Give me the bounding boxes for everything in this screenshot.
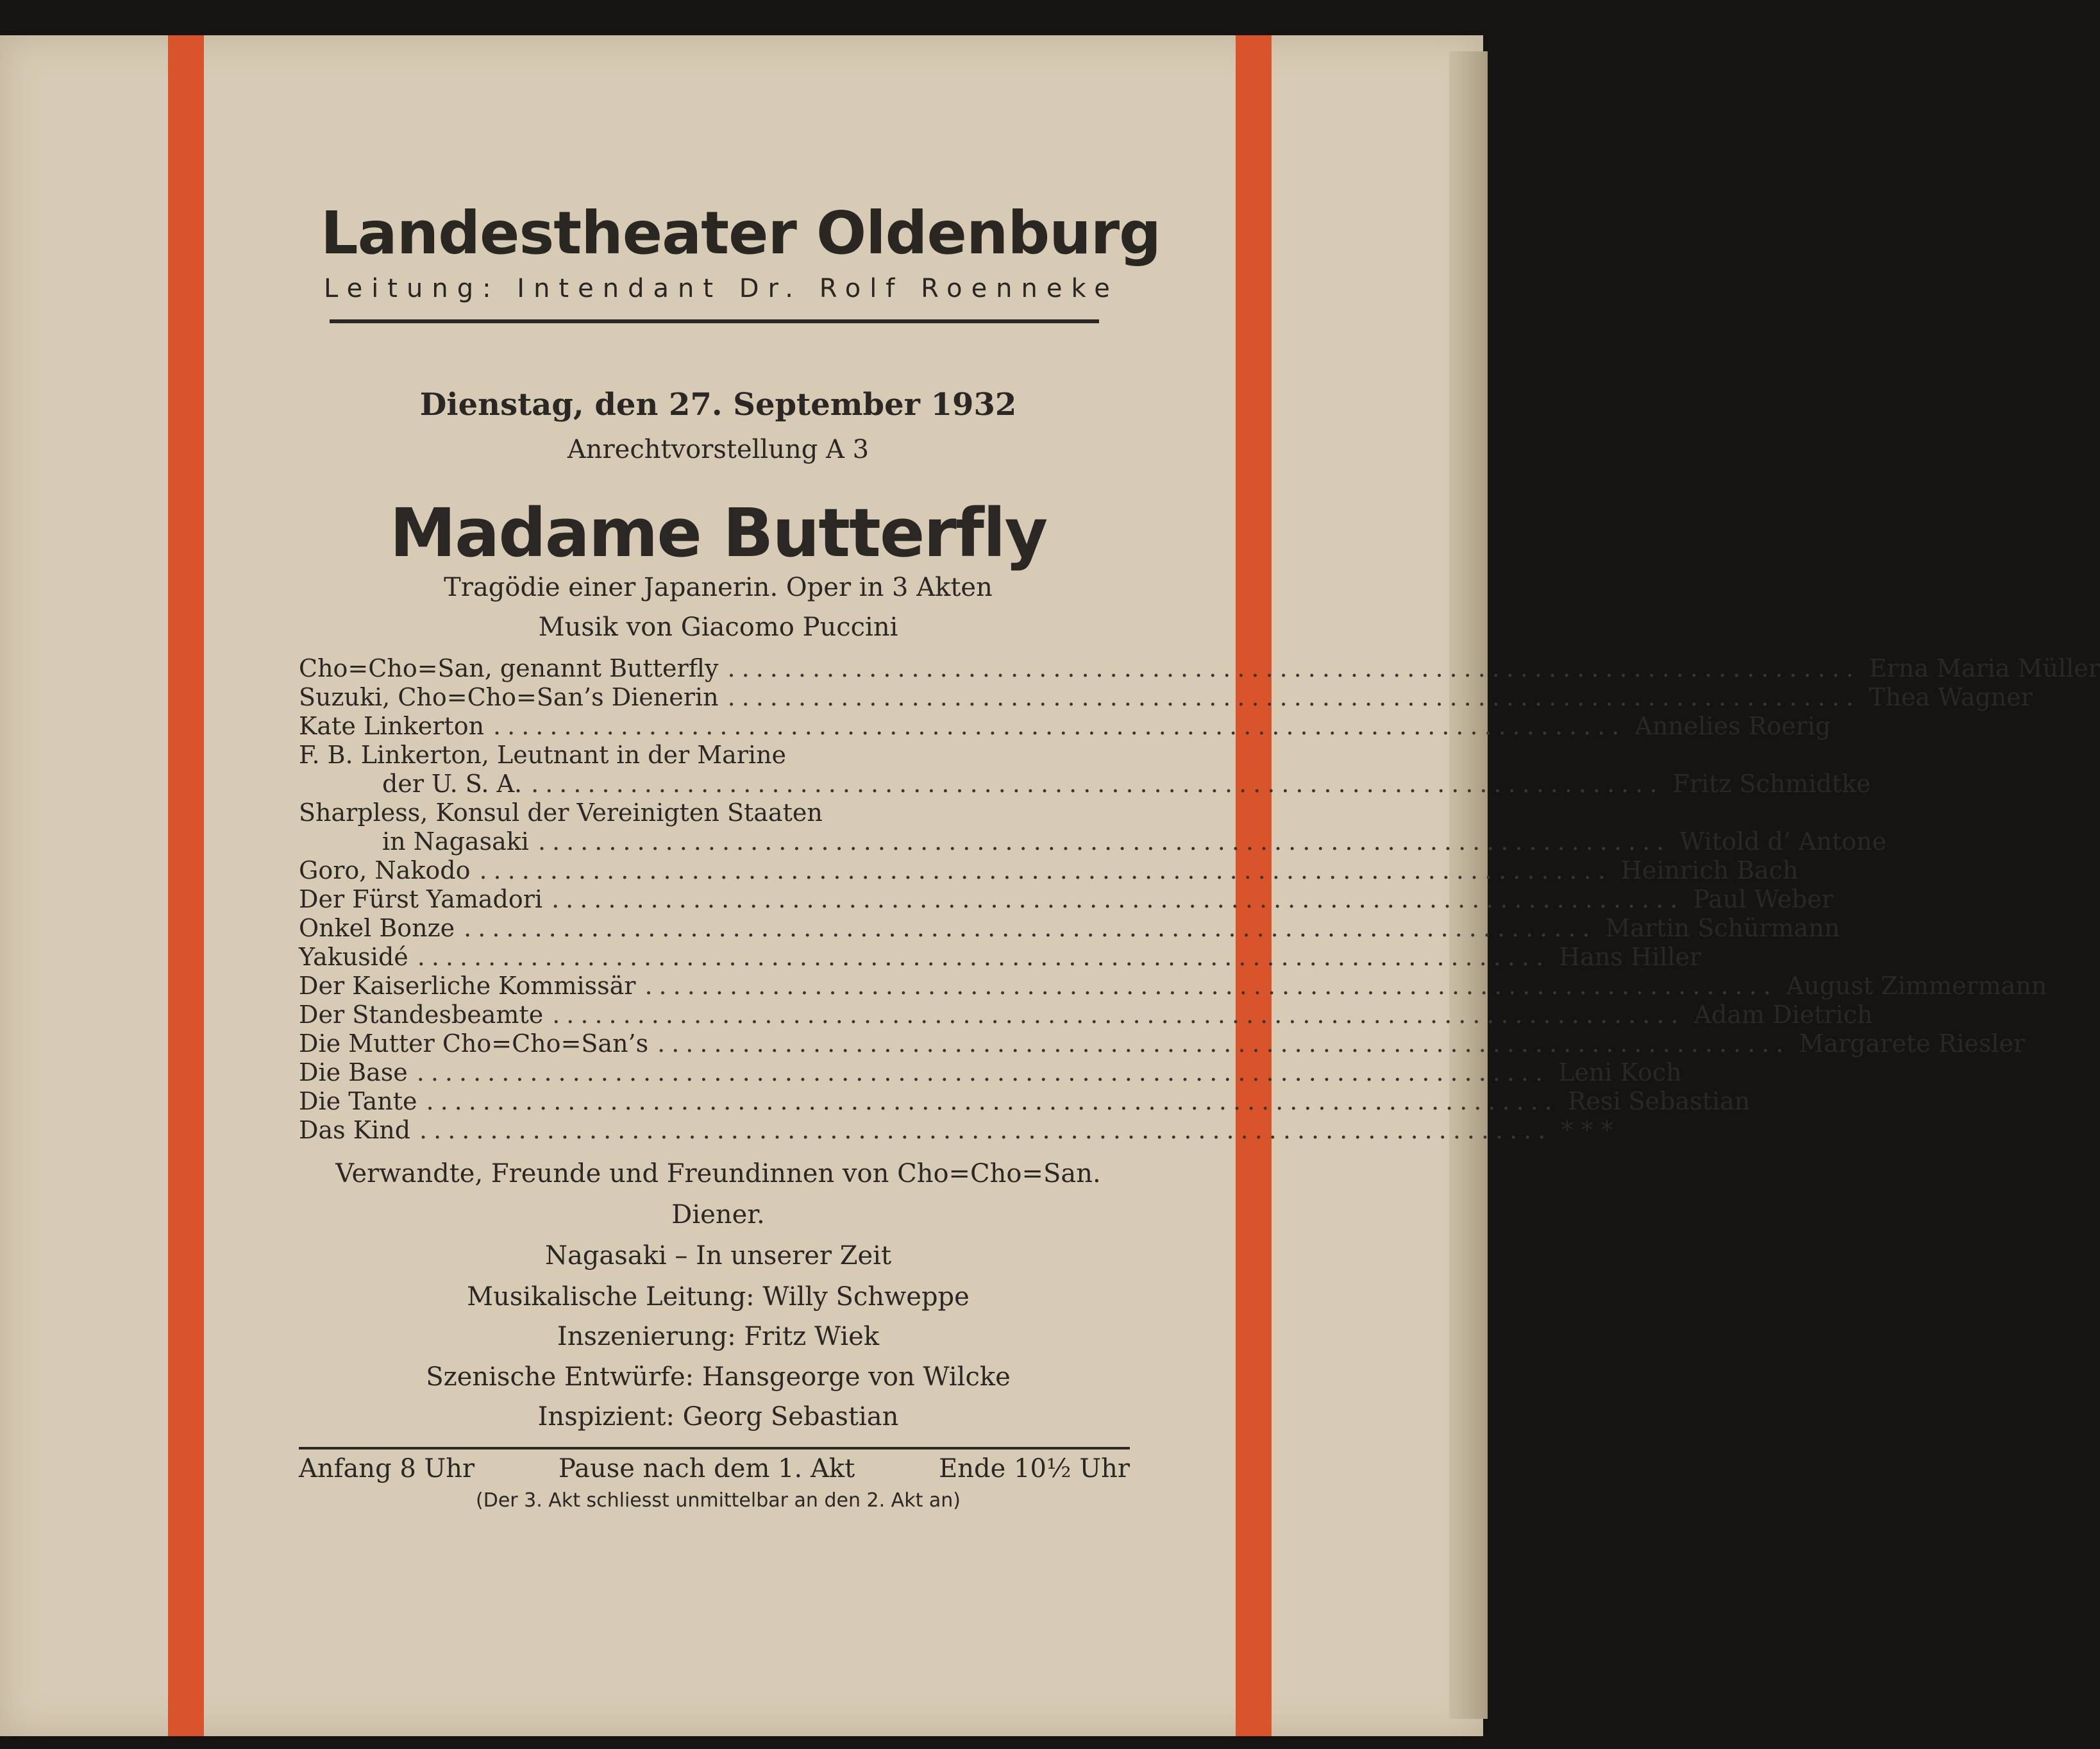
opera-genre: Tragödie einer Japanerin. Oper in 3 Akten — [444, 573, 993, 602]
cast-row — [299, 856, 1799, 885]
cast-role: Der Kaiserliche Kommissär — [299, 972, 636, 1000]
cast-actor: Witold d’ Antone — [1679, 827, 1887, 856]
servants-line: Diener. — [671, 1200, 765, 1229]
dot-leader: ................................................................................ — [531, 770, 1664, 798]
cast-role: Sharpless, Konsul der Vereinigten Staaten — [299, 798, 823, 827]
footer-divider — [299, 1447, 1130, 1449]
dot-leader: ................................................................................ — [644, 972, 1777, 1000]
cast-role: Der Standesbeamte — [299, 1001, 544, 1029]
cast-row — [299, 1029, 2026, 1058]
theater-direction: Leitung: Intendant Dr. Rolf Roenneke — [324, 274, 1119, 303]
designer-credit: Szenische Entwürfe: Hansgeorge von Wilcke — [426, 1362, 1011, 1392]
start-time: Anfang 8 Uhr — [299, 1454, 475, 1483]
cast-role: Die Base — [299, 1058, 408, 1086]
dot-leader: ................................................................................ — [464, 914, 1597, 942]
performance-date: Dienstag, den 27. September 1932 — [419, 387, 1017, 423]
schedule-line — [299, 1454, 1130, 1483]
cast-role: Die Mutter Cho=Cho=San’s — [299, 1029, 649, 1058]
cast-role: Cho=Cho=San, genannt Butterfly — [299, 654, 719, 682]
cast-actor: Fritz Schmidtke — [1672, 770, 1871, 798]
left-red-stripe — [168, 35, 204, 1736]
dot-leader: ................................................................................ — [552, 1001, 1685, 1029]
cast-role: Kate Linkerton — [299, 712, 485, 740]
cast-row — [299, 943, 1702, 972]
director-credit: Inszenierung: Fritz Wiek — [557, 1322, 880, 1351]
cast-row — [299, 683, 2033, 712]
cast-row — [299, 1116, 1613, 1145]
cast-role: Das Kind — [299, 1116, 411, 1144]
cast-actor: August Zimmermann — [1786, 972, 2047, 1000]
cast-row — [299, 798, 1130, 827]
subscription-label: Anrechtvorstellung A 3 — [567, 435, 869, 464]
end-time: Ende 10½ Uhr — [939, 1454, 1130, 1483]
cast-role: Suzuki, Cho=Cho=San’s Dienerin — [299, 683, 719, 711]
cast-row — [299, 1087, 1751, 1116]
opera-title: Madame Butterfly — [389, 494, 1047, 572]
act-note: (Der 3. Akt schliesst unmittelbar an den 2. Akt an) — [476, 1489, 961, 1512]
cast-row — [299, 654, 2100, 683]
cast-row — [299, 885, 1834, 914]
pause-info: Pause nach dem 1. Akt — [559, 1454, 855, 1483]
cast-row — [299, 972, 2047, 1001]
cast-actor: Erna Maria Müller — [1869, 654, 2100, 682]
cast-row — [299, 1001, 1873, 1029]
cast-row — [299, 827, 1887, 856]
dot-leader: ................................................................................ — [727, 683, 1860, 711]
cast-actor: Heinrich Bach — [1620, 856, 1799, 884]
cast-role: in Nagasaki — [382, 827, 529, 856]
dot-leader: ................................................................................ — [419, 1116, 1552, 1144]
cast-list — [299, 654, 2100, 1145]
cast-actor: Adam Dietrich — [1693, 1001, 1873, 1029]
cast-actor: Margarete Riesler — [1799, 1029, 2026, 1058]
cast-role: Onkel Bonze — [299, 914, 455, 942]
composer-credit: Musik von Giacomo Puccini — [538, 613, 898, 642]
cast-actor: Resi Sebastian — [1567, 1087, 1751, 1115]
dot-leader: ................................................................................ — [417, 943, 1550, 971]
dot-leader: ................................................................................ — [493, 712, 1626, 740]
cast-actor: Hans Hiller — [1559, 943, 1702, 971]
cast-role: Yakusidé — [299, 943, 408, 971]
setting-line: Nagasaki – In unserer Zeit — [544, 1241, 892, 1271]
cast-actor: Annelies Roerig — [1634, 712, 1831, 740]
dot-leader: ................................................................................ — [416, 1058, 1550, 1086]
dot-leader: ................................................................................ — [426, 1087, 1559, 1115]
ensemble-line: Verwandte, Freunde und Freundinnen von Cho=Cho=San. — [335, 1159, 1101, 1188]
cast-role: Goro, Nakodo — [299, 856, 471, 884]
cast-row — [299, 770, 1871, 798]
header-divider — [330, 319, 1099, 323]
dot-leader: ................................................................................ — [537, 827, 1671, 856]
dot-leader: ................................................................................ — [727, 654, 1860, 682]
cast-row — [299, 914, 1840, 943]
cast-actor: * * * — [1561, 1116, 1613, 1144]
cast-row — [299, 1058, 1682, 1087]
theater-name: Landestheater Oldenburg — [321, 199, 1161, 267]
cast-actor: Martin Schürmann — [1605, 914, 1840, 942]
conductor-credit: Musikalische Leitung: Willy Schweppe — [467, 1282, 970, 1312]
cast-row — [299, 741, 1130, 770]
cast-actor: Leni Koch — [1558, 1058, 1682, 1086]
dot-leader: ................................................................................ — [657, 1029, 1790, 1058]
cast-actor: Paul Weber — [1693, 885, 1834, 913]
cast-actor: Thea Wagner — [1869, 683, 2033, 711]
stage-manager-credit: Inspizient: Georg Sebastian — [537, 1402, 899, 1432]
dot-leader: ................................................................................ — [551, 885, 1684, 913]
cast-role: Die Tante — [299, 1087, 417, 1115]
dot-leader: ................................................................................ — [479, 856, 1612, 884]
cast-role: der U. S. A. — [382, 770, 523, 798]
cast-role: Der Fürst Yamadori — [299, 885, 543, 913]
cast-role: F. B. Linkerton, Leutnant in der Marine — [299, 741, 787, 769]
cast-row — [299, 712, 1831, 741]
